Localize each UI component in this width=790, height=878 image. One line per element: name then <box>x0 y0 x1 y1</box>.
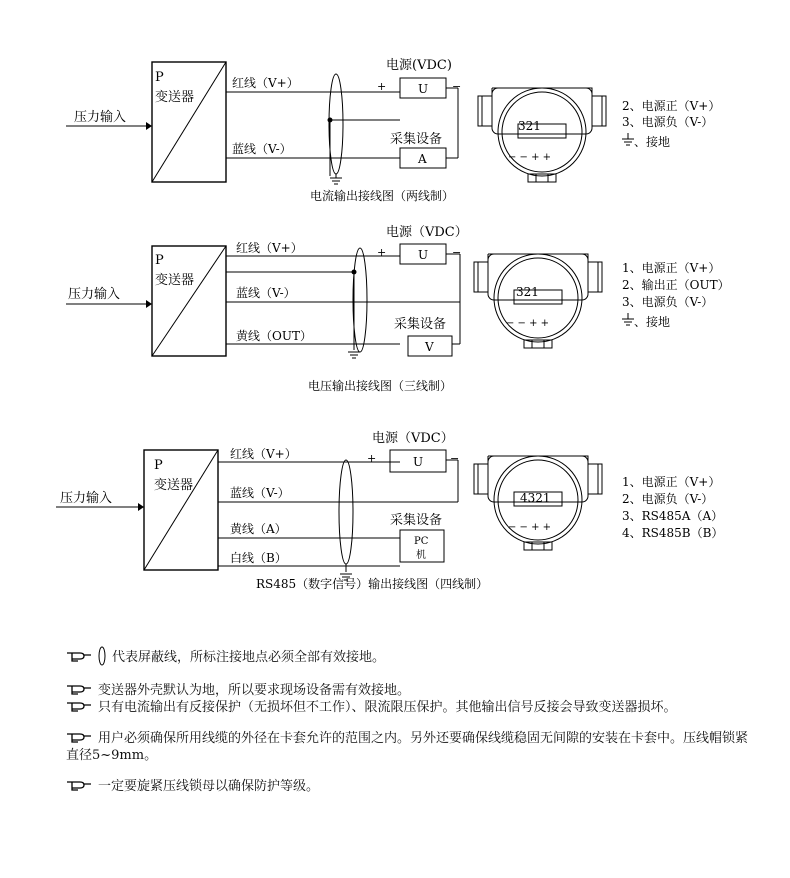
note-shield <box>66 646 756 666</box>
shield-symbol-3 <box>339 460 353 564</box>
terminal-numbers-1: 321 <box>518 119 541 133</box>
voltage-output-diagram <box>66 224 730 393</box>
transmitter-p-3: P <box>154 458 163 473</box>
minus-mark-3: − <box>450 452 460 465</box>
pointing-hand-icon <box>66 779 92 791</box>
legend-3-0: 1、电源正（V+） <box>622 475 721 489</box>
transmitter-label-1: 变送器 <box>155 90 195 105</box>
minus-mark-1: − <box>452 80 462 93</box>
minus-mark-2: − <box>452 246 462 259</box>
terminal-numbers-3: 4321 <box>520 491 551 505</box>
legend-1-1: 3、电源负（V-） <box>622 115 714 129</box>
shield-symbol-1 <box>329 74 343 174</box>
power-label-3: 电源（VDC） <box>372 431 454 446</box>
blue-wire-label-2: 蓝线（V-） <box>236 286 296 300</box>
device-label-1: 采集设备 <box>390 132 443 147</box>
plus-mark-1: + <box>377 80 387 93</box>
legend-2-2: 3、电源负（V-） <box>622 295 714 309</box>
plus-mark-3: + <box>367 452 377 465</box>
note-housing <box>66 682 756 699</box>
pointing-hand-icon <box>66 650 92 662</box>
shield-symbol-2 <box>353 248 367 352</box>
transmitter-label-2: 变送器 <box>155 273 195 288</box>
pressure-input-label-2: 压力输入 <box>68 287 121 302</box>
device-label-2: 采集设备 <box>394 317 447 332</box>
legend-2-1: 2、输出正（OUT） <box>622 278 730 292</box>
transmitter-p-2: P <box>155 253 164 268</box>
white-wire-label-3: 白线（B） <box>230 551 287 565</box>
device-pc-3: PC <box>414 536 429 547</box>
pointing-hand-icon <box>66 683 92 695</box>
housing-1 <box>478 88 606 182</box>
terminal-marks-1: − − + + <box>508 152 552 163</box>
power-u-3: U <box>413 455 424 469</box>
legend-2-0: 1、电源正（V+） <box>622 261 721 275</box>
power-label-2: 电源（VDC） <box>386 225 468 240</box>
legend-ground-icon-1 <box>622 139 634 145</box>
yellow-wire-label-3: 黄线（A） <box>230 522 287 536</box>
plus-mark-2: + <box>377 246 387 259</box>
blue-wire-label-1: 蓝线（V-） <box>232 142 292 156</box>
device-label-3: 采集设备 <box>390 513 443 528</box>
housing-2 <box>474 254 602 348</box>
transmitter-p-1: P <box>155 70 164 85</box>
legend-2-3: 、接地 <box>634 315 671 329</box>
shield-icon <box>98 646 106 666</box>
transmitter-label-3: 变送器 <box>154 478 194 493</box>
ground-symbol-1 <box>330 178 342 184</box>
note-text-0: 代表屏蔽线，所标注接地点必须全部有效接地。 <box>112 650 386 665</box>
legend-1-0: 2、电源正（V+） <box>622 99 721 113</box>
device-v-2: V <box>425 340 434 354</box>
caption-3: RS485（数字信号）输出接线图（四线制） <box>256 577 489 591</box>
note-text-3: 用户必须确保所用线缆的外径在卡套允许的范围之内。另外还要确保线缆稳固无间隙的安装在卡套中。压线帽锁紧直径5~9mm。 <box>66 731 749 763</box>
legend-3-2: 3、RS485A（A） <box>622 509 724 523</box>
legend-ground-icon-2 <box>622 319 634 325</box>
pointing-hand-icon <box>66 731 92 743</box>
pressure-input-label-1: 压力输入 <box>74 110 127 125</box>
power-u-2: U <box>418 248 429 262</box>
device-machine-3: 机 <box>416 550 426 561</box>
note-nut <box>66 778 756 795</box>
pressure-input-label-3: 压力输入 <box>60 491 113 506</box>
yellow-wire-label-2: 黄线（OUT） <box>236 329 312 343</box>
note-text-4: 一定要旋紧压线锁母以确保防护等级。 <box>98 779 320 794</box>
terminal-numbers-2: 321 <box>516 285 539 299</box>
device-a-1: A <box>418 152 427 166</box>
power-u-1: U <box>418 82 429 96</box>
red-wire-label-2: 红线（V+） <box>236 241 303 255</box>
terminal-marks-2: − − + + <box>506 318 550 329</box>
terminal-marks-3: − − + + <box>508 522 552 533</box>
note-text-1: 变送器外壳默认为地，所以要求现场设备需有效接地。 <box>98 683 411 698</box>
legend-3-1: 2、电源负（V-） <box>622 492 714 506</box>
note-protection <box>66 699 756 716</box>
note-cable <box>66 730 756 764</box>
notes-section <box>66 646 756 795</box>
note-text-2: 只有电流输出有反接保护（无损坏但不工作）、限流限压保护。其他输出信号反接会导致变送器损坏。 <box>98 700 677 715</box>
rs485-output-diagram <box>56 430 723 591</box>
red-wire-label-1: 红线（V+） <box>232 76 299 90</box>
blue-wire-label-3: 蓝线（V-） <box>230 486 290 500</box>
pointing-hand-icon <box>66 700 92 712</box>
red-wire-label-3: 红线（V+） <box>230 447 297 461</box>
caption-1: 电流输出接线图（两线制） <box>310 189 455 203</box>
legend-1-2: 、接地 <box>634 135 671 149</box>
caption-2: 电压输出接线图（三线制） <box>308 379 453 393</box>
ground-symbol-2 <box>348 352 360 358</box>
power-label-1: 电源(VDC) <box>386 58 452 73</box>
legend-3-3: 4、RS485B（B） <box>622 526 724 540</box>
current-output-diagram <box>66 57 720 203</box>
